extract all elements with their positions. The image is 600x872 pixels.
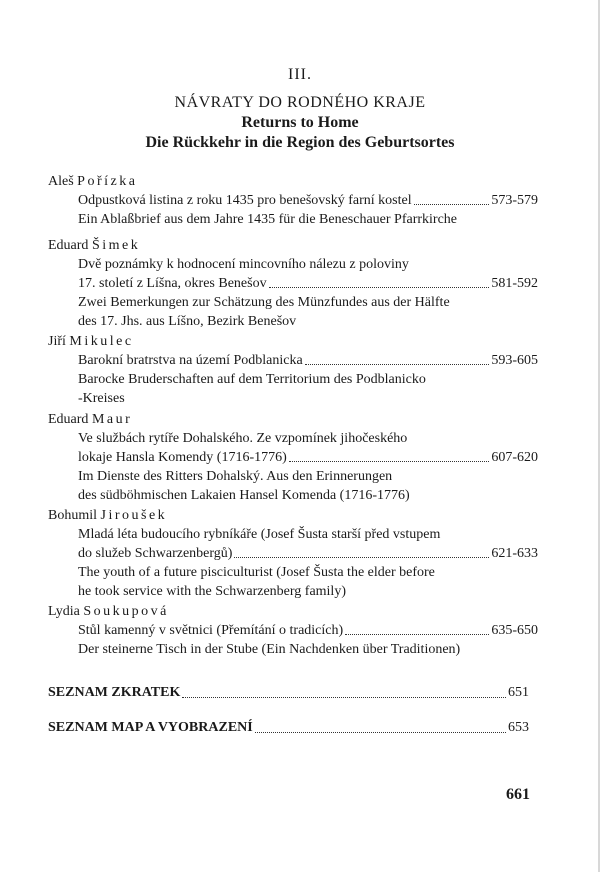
toc-entry (48, 410, 538, 505)
article-title-line: des 17. Jhs. aus Líšno, Bezirk Benešov (78, 314, 297, 329)
summary-title: SEZNAM MAP A VYOBRAZENÍ (48, 720, 253, 735)
author-surname: Pořízka (77, 174, 138, 189)
toc-line-with-pages[interactable] (78, 274, 538, 293)
toc-line-with-pages[interactable] (78, 544, 538, 563)
page-range: 593-605 (491, 353, 538, 368)
article-title-line: des südböhmischen Lakaien Hansel Komenda (1716-1776) (78, 488, 410, 503)
section-title-english: Returns to Home (241, 114, 359, 131)
article-title: lokaje Hansla Komendy (1716-1776) (78, 450, 287, 465)
author-given-name: Lydia (48, 604, 80, 619)
page-range: 581-592 (491, 276, 538, 291)
article-title-line: Zwei Bemerkungen zur Schätzung des Münzfundes aus der Hälfte (78, 295, 450, 310)
toc-line-with-pages[interactable] (78, 448, 538, 467)
article-title-line: Ve službách rytíře Dohalského. Ze vzpomínek jihočeského (78, 431, 408, 446)
dot-leader (234, 557, 489, 558)
dot-leader (269, 287, 490, 288)
author-given-name: Bohumil (48, 508, 98, 523)
author-name (48, 602, 538, 621)
summary-page: 651 (508, 685, 529, 700)
toc-line-with-pages[interactable] (78, 191, 538, 210)
article-title-line: The youth of a future pisciculturist (Josef Šusta the elder before (78, 565, 435, 580)
dot-leader (289, 461, 490, 462)
section-title-german: Die Rückkehr in die Region des Geburtsortes (145, 134, 455, 151)
toc-line-with-pages[interactable] (78, 351, 538, 370)
article-title-line: Barocke Bruderschaften auf dem Territorium des Podblanicko (78, 372, 426, 387)
article-title-line: Im Dienste des Ritters Dohalský. Aus den Erinnerungen (78, 469, 393, 484)
section-title-czech: NÁVRATY DO RODNÉHO KRAJE (174, 94, 426, 111)
article-title: 17. století z Líšna, okres Benešov (78, 276, 267, 291)
article-title-line: Der steinerne Tisch in der Stube (Ein Nachdenken über Traditionen) (78, 642, 461, 657)
summary-line[interactable] (48, 720, 529, 736)
toc-entry (48, 506, 538, 601)
page-range: 607-620 (491, 450, 538, 465)
dot-leader (305, 364, 490, 365)
article-title-line: -Kreises (78, 391, 125, 406)
article-title-line: he took service with the Schwarzenberg family) (78, 584, 346, 599)
article-title: Barokní bratrstva na území Podblanicka (78, 353, 303, 368)
dot-leader (182, 697, 506, 698)
author-given-name: Aleš (48, 174, 74, 189)
author-name (48, 506, 538, 525)
page-range: 573-579 (491, 193, 538, 208)
author-name (48, 410, 538, 429)
toc-line-with-pages[interactable] (78, 621, 538, 640)
page-range: 635-650 (491, 623, 538, 638)
author-given-name: Jiří (48, 334, 66, 349)
author-surname: Mikulec (69, 334, 134, 349)
summary-page: 653 (508, 720, 529, 735)
toc-entry (48, 332, 538, 408)
toc-entry (48, 236, 538, 331)
author-surname: Jiroušek (100, 508, 168, 523)
article-title: do služeb Schwarzenbergů) (78, 546, 233, 561)
article-title: Stůl kamenný v světnici (Přemítání o tradicích) (78, 623, 344, 638)
dot-leader (255, 732, 506, 733)
dot-leader (414, 204, 490, 205)
dot-leader (345, 634, 489, 635)
part-number: III. (288, 66, 312, 83)
author-name (48, 236, 538, 255)
summary-title: SEZNAM ZKRATEK (48, 685, 181, 700)
author-given-name: Eduard (48, 238, 89, 253)
summary-line[interactable] (48, 685, 529, 701)
article-title-line: Ein Ablaßbrief aus dem Jahre 1435 für die Beneschauer Pfarrkirche (78, 212, 458, 227)
article-title-line: Mladá léta budoucího rybníkáře (Josef Šusta starší před vstupem (78, 527, 441, 542)
article-title: Odpustková listina z roku 1435 pro benešovský farní kostel (78, 193, 412, 208)
toc-entry (48, 602, 538, 659)
author-surname: Soukupová (83, 604, 169, 619)
article-title-line: Dvě poznámky k hodnocení mincovního nálezu z poloviny (78, 257, 409, 272)
page-range: 621-633 (491, 546, 538, 561)
author-given-name: Eduard (48, 412, 89, 427)
page-number: 661 (506, 786, 530, 803)
toc-entry (48, 172, 538, 229)
author-surname: Šimek (91, 238, 141, 253)
author-surname: Maur (91, 412, 133, 427)
author-name (48, 172, 538, 191)
author-name (48, 332, 538, 351)
